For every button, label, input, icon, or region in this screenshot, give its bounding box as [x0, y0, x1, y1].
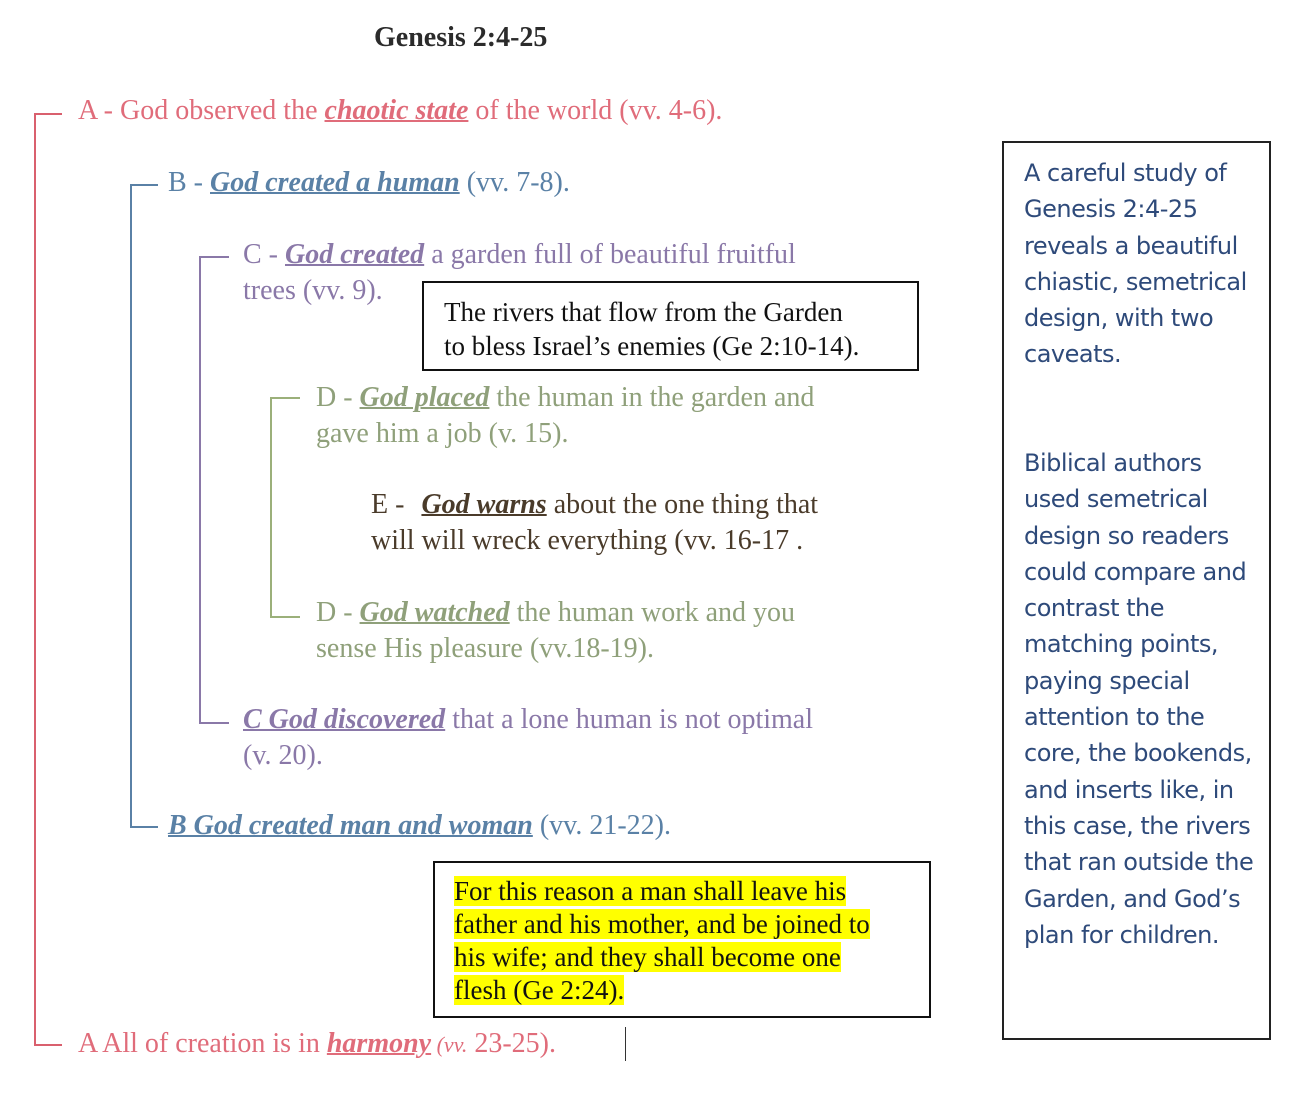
d2-emphasis: God watched [359, 597, 510, 628]
c1-prefix: C - [243, 239, 285, 270]
text-cursor [625, 1027, 626, 1061]
quote-line1: For this reason a man shall leave his [454, 876, 847, 906]
outline-c-close [243, 702, 813, 774]
outline-e-core [371, 487, 818, 559]
e-suffix: about the one thing that [546, 489, 819, 520]
d1-line2: gave him a job (v. 15). [316, 418, 569, 449]
bracket-a [34, 113, 62, 1046]
a2-prefix: A All of creation is in [78, 1028, 327, 1059]
d2-prefix: D - [316, 597, 360, 628]
bracket-c [199, 256, 229, 724]
d2-suffix: the human work and you [509, 597, 796, 628]
a2-emphasis: harmony [326, 1028, 432, 1059]
b2-emphasis: B God created man and woman [168, 810, 533, 841]
note-paragraph-1: A careful study of Genesis 2:4-25 reveals a beautiful chiastic, semetrical design, with two caveats. [1024, 159, 1247, 369]
outline-a-open [78, 93, 722, 129]
c2-emphasis: C God discovered [243, 704, 446, 735]
a1-emphasis: chaotic state [324, 95, 469, 126]
side-note-box [1002, 141, 1271, 1040]
rivers-line2: to bless Israel’s enemies (Ge 2:10-14). [444, 331, 860, 361]
d1-prefix: D - [316, 382, 360, 413]
d1-emphasis: God placed [359, 382, 490, 413]
quote-insert-box [433, 861, 931, 1018]
rivers-line1: The rivers that flow from the Garden [444, 297, 843, 327]
d1-suffix: the human in the garden and [489, 382, 815, 413]
page-title: Genesis 2:4-25 [374, 22, 548, 53]
bracket-d [270, 397, 300, 618]
quote-line4: flesh (Ge 2:24). [454, 975, 625, 1005]
b2-suffix: (vv. 21-22). [532, 810, 671, 841]
e-emphasis: God warns [421, 489, 547, 520]
c1-emphasis: God created [285, 239, 425, 270]
a2-suffix: 23-25). [467, 1028, 556, 1059]
b1-prefix: B - [168, 167, 210, 198]
outline-d-open [316, 380, 814, 452]
b1-suffix: (vv. 7-8). [459, 167, 570, 198]
bracket-b [130, 184, 158, 828]
d2-line2: sense His pleasure (vv.18-19). [316, 633, 654, 664]
outline-b-close [168, 808, 671, 844]
a2-vv: (vv. [431, 1032, 468, 1057]
e-prefix: E - [371, 489, 412, 520]
outline-b-open [168, 165, 570, 201]
quote-line3: his wife; and they shall become one [454, 942, 841, 972]
outline-d-close [316, 595, 795, 667]
b1-emphasis: God created a human [210, 167, 460, 198]
c1-line2: trees (vv. 9). [243, 275, 383, 306]
a1-prefix: A - God observed the [78, 95, 325, 126]
a1-suffix: of the world (vv. 4-6). [468, 95, 723, 126]
note-paragraph-2: Biblical authors used semetrical design so readers could compare and contrast the matching points, paying special attention to the core, the bookends, and inserts like, in this case, the rivers that ran outside the Garden, and God’s plan for children. [1024, 449, 1254, 949]
outline-a-close [78, 1026, 556, 1063]
c2-suffix: that a lone human is not optimal [445, 704, 814, 735]
e-line2: will will wreck everything (vv. 16-17 . [371, 525, 804, 556]
c1-suffix: a garden full of beautiful fruitful [424, 239, 796, 270]
rivers-insert-box [422, 281, 919, 371]
c2-line2: (v. 20). [243, 740, 323, 771]
quote-line2: father and his mother, and be joined to [454, 909, 870, 939]
